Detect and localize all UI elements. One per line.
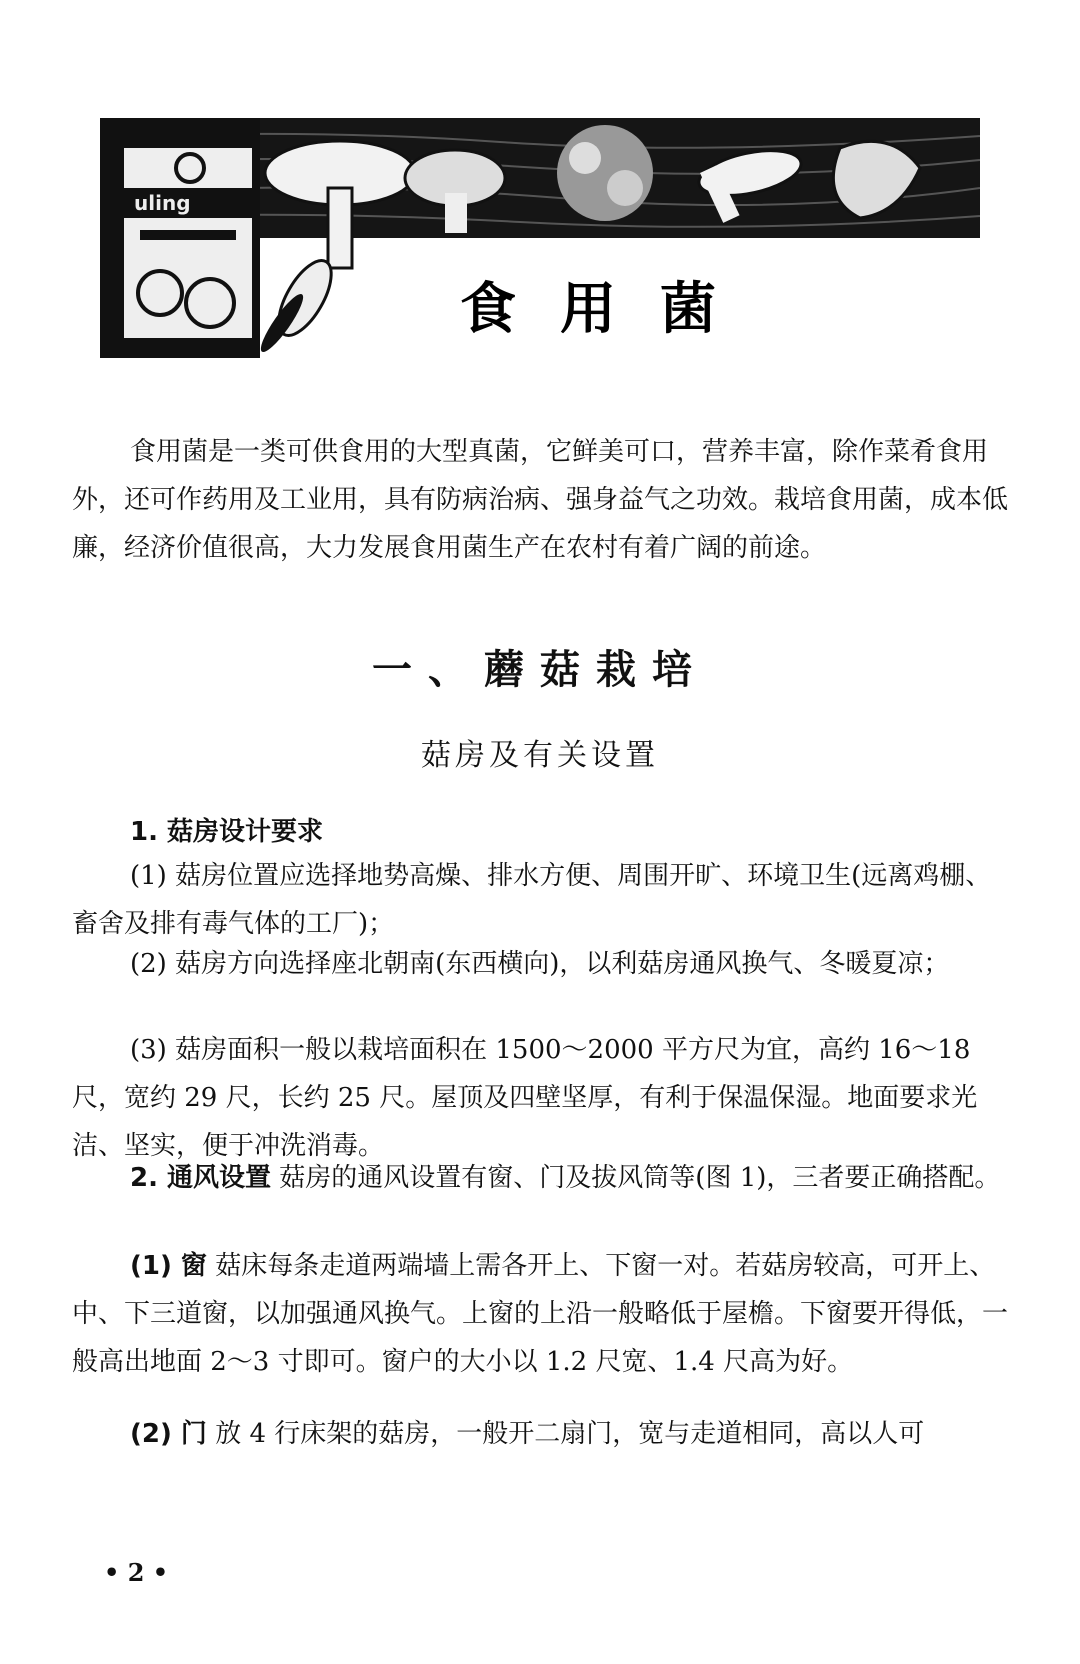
paragraph-4	[72, 1154, 1012, 1202]
section-title: 一、蘑菇栽培	[372, 647, 708, 693]
paragraph-2: (2) 菇房方向选择座北朝南(东西横向)，以利菇房通风换气、冬暖夏凉；	[130, 949, 950, 979]
chapter-title: 食用菌	[460, 277, 760, 342]
paragraph-3: (3) 菇房面积一般以栽培面积在 1500～2000 平方尺为宜，高约 16～18 尺，宽约 29 尺，长约 25 尺。屋顶及四壁坚厚，有利于保温保湿。地面要求光洁、坚实，便于冲洗消毒。	[72, 1035, 978, 1161]
paragraph-5-text: 菇床每条走道两端墙上需各开上、下窗一对。若菇房较高，可开上、中、下三道窗，以加强通风换气。上窗的上沿一般略低于屋檐。下窗要开得低，一般高出地面 2～3 寸即可。窗户的大小以 1.2 尺宽、1.4 尺高为好。	[72, 1251, 1009, 1377]
item-heading-2: 2. 通风设置	[130, 1163, 272, 1193]
subsection-title: 菇房及有关设置	[421, 738, 659, 773]
page-number: • 2 •	[104, 1558, 169, 1587]
item-heading-1: 1. 菇房设计要求	[130, 817, 324, 847]
paragraph-5	[72, 1242, 1012, 1386]
paragraph-6-label: (2) 门	[130, 1419, 207, 1449]
can-label: uling	[134, 191, 191, 215]
paragraph-6	[72, 1410, 1012, 1458]
paragraph-5-label: (1) 窗	[130, 1251, 207, 1281]
paragraph-1: (1) 菇房位置应选择地势高燥、排水方便、周围开旷、环境卫生(远离鸡棚、畜舍及排有毒气体的工厂)；	[72, 861, 992, 939]
intro-paragraph: 食用菌是一类可供食用的大型真菌，它鲜美可口，营养丰富，除作菜肴食用外，还可作药用及工业用，具有防病治病、强身益气之功效。栽培食用菌，成本低廉，经济价值很高，大力发展食用菌生产在农村有着广阔的前途。	[72, 437, 1009, 563]
paragraph-4-text: 菇房的通风设置有窗、门及拔风筒等(图 1)，三者要正确搭配。	[279, 1163, 1001, 1193]
paragraph-6-text: 放 4 行床架的菇房，一般开二扇门，宽与走道相同，高以人可	[215, 1419, 925, 1449]
